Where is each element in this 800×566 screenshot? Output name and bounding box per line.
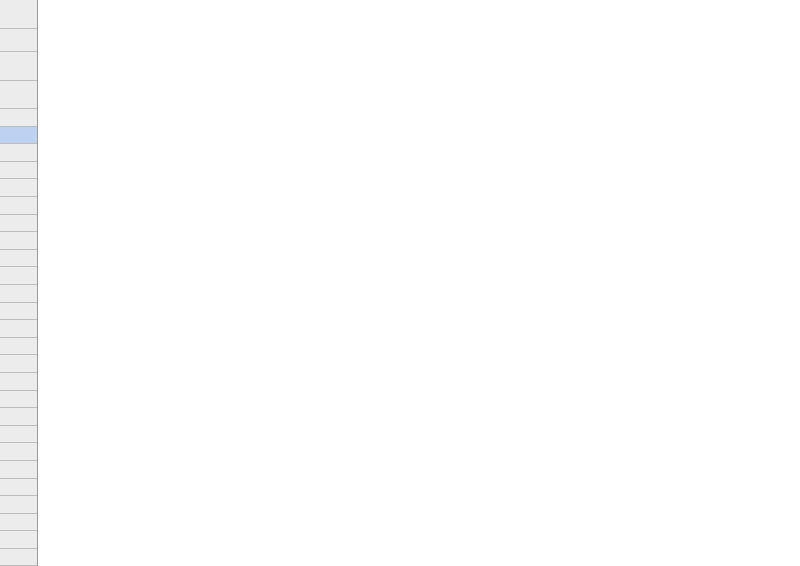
row-header[interactable] (0, 250, 37, 268)
row-header[interactable] (0, 232, 37, 250)
row-header[interactable] (0, 408, 37, 426)
row-header[interactable] (0, 426, 37, 444)
row-header[interactable] (0, 461, 37, 479)
row-header[interactable] (0, 179, 37, 197)
row-header[interactable] (0, 197, 37, 215)
row-header[interactable] (0, 215, 37, 233)
row-header[interactable] (0, 373, 37, 391)
row-header[interactable] (0, 514, 37, 532)
row-header[interactable] (0, 29, 37, 52)
row-header[interactable] (0, 285, 37, 303)
row-header[interactable] (0, 391, 37, 409)
row-header[interactable] (0, 267, 37, 285)
row-header[interactable] (0, 109, 37, 127)
row-header[interactable] (0, 303, 37, 321)
row-header[interactable] (0, 0, 37, 29)
row-header[interactable] (0, 81, 37, 109)
row-header[interactable] (0, 443, 37, 461)
row-header[interactable] (0, 127, 37, 145)
row-header[interactable] (0, 338, 37, 356)
row-header[interactable] (0, 320, 37, 338)
row-header[interactable] (0, 531, 37, 549)
row-header[interactable] (0, 355, 37, 373)
row-header[interactable] (0, 52, 37, 81)
row-header[interactable] (0, 479, 37, 497)
row-header[interactable] (0, 496, 37, 514)
row-header[interactable] (0, 144, 37, 162)
row-header[interactable] (0, 549, 37, 566)
row-header[interactable] (0, 162, 37, 180)
